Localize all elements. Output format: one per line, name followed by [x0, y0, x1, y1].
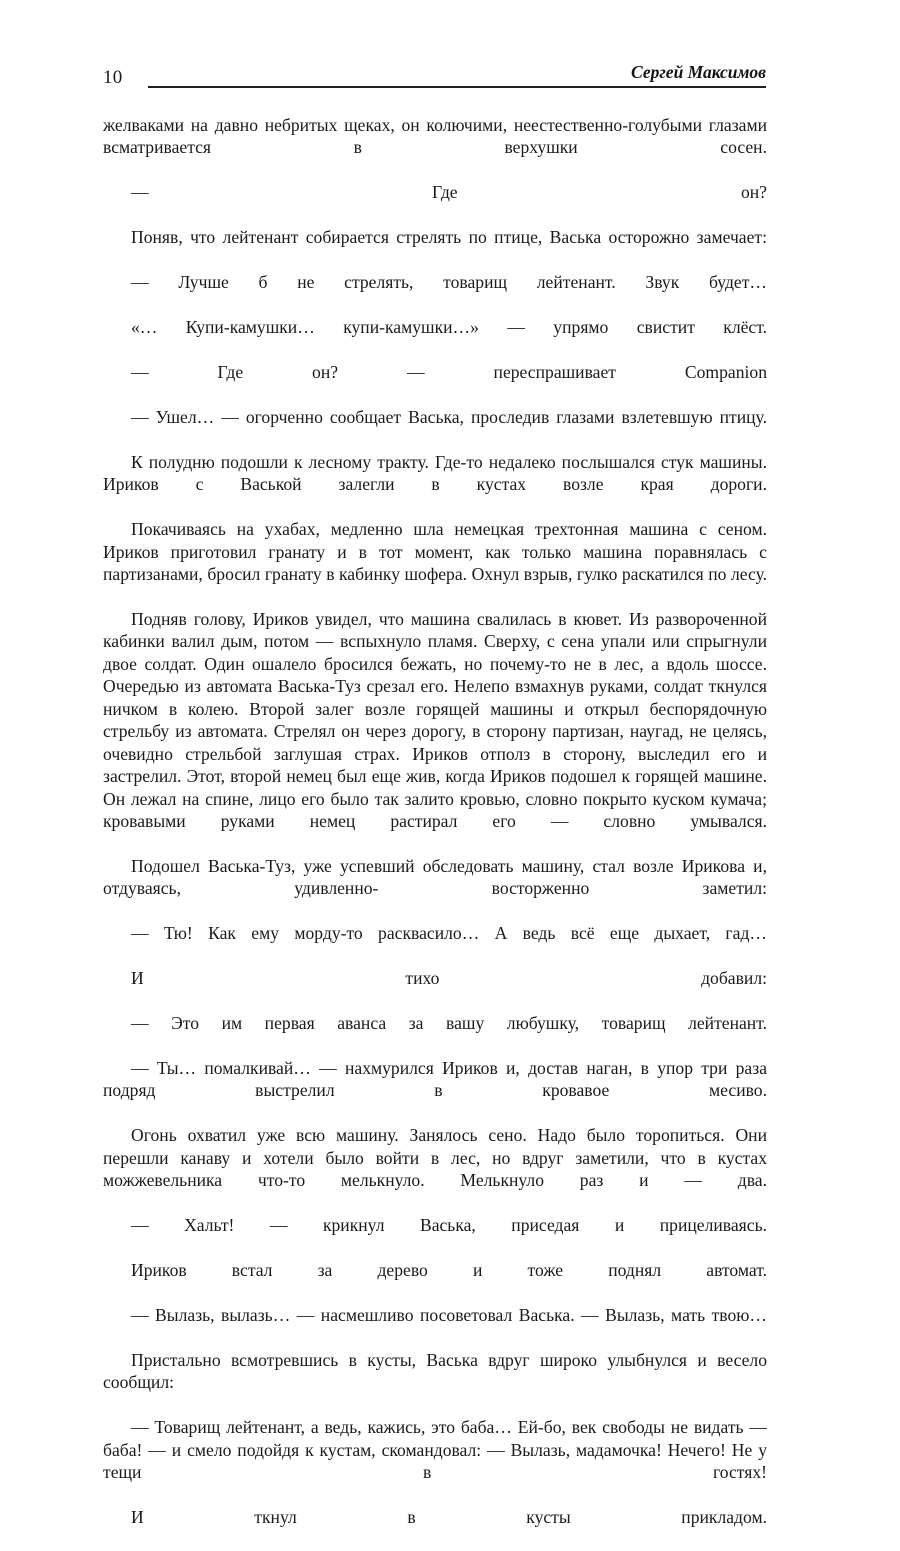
paragraph: — Где он? — [131, 182, 767, 203]
paragraph: — Товарищ лейтенант, а ведь, кажись, это баба… Ей-бо, век свободы не видать — баба! — и смело подойдя к кустам, скомандовал: — Вылазь, мадамочка! Нечего! Не у тещи в гостях! — [103, 1417, 767, 1483]
paragraph: Ириков встал за дерево и тоже поднял автомат. — [131, 1260, 767, 1281]
paragraph: Подняв голову, Ириков увидел, что машина свалилась в кювет. Из развороченной кабинки валил дым, потом — вспыхнуло пламя. Сверху, с сена упали или спрыгнули двое солдат. Один ошалело бросился бежать, но почему-то не в лес, а вдоль шоссе. Очередью из автомата Васька-Туз срезал его. Нелепо взмахнув руками, солдат ткнулся ничком в колею. Второй залег возле горящей машины и открыл беспорядочную стрельбу из автомата. Стрелял он через дорогу, в сторону партизан, наугад, не целясь, очевидно стрельбой заглушая страх. Ириков отполз в сторону, выследил его и застрелил. Этот, второй немец был еще жив, когда Ириков подошел к горящей машине. Он лежал на спине, лицо его было так залито кровью, словно покрыто куском кумача; кровавыми руками немец растирал его — словно умывался. — [103, 608, 767, 832]
paragraph: Поняв, что лейтенант собирается стрелять по птице, Васька осторожно замечает: — [131, 227, 767, 248]
paragraph: Подошел Васька-Туз, уже успевший обследовать машину, стал возле Ирикова и, отдуваясь, удивленно- восторженно заметил: — [103, 855, 767, 899]
paragraph: И тихо добавил: — [131, 968, 767, 989]
paragraph: «… Купи-камушки… купи-камушки…» — упрямо свистит клёст. — [131, 317, 767, 338]
paragraph: — Тю! Как ему морду-то расквасило… А ведь всё еще дыхает, гад… — [131, 923, 767, 944]
paragraph: — Лучше б не стрелять, товарищ лейтенант. Звук будет… — [131, 272, 767, 293]
paragraph: — Вылазь, вылазь… — насмешливо посоветовал Васька. — Вылазь, мать твою… — [131, 1305, 767, 1326]
paragraph: К полудню подошли к лесному тракту. Где-то недалеко послышался стук машины. Ириков с Васькой залегли в кустах возле края дороги. — [103, 451, 767, 495]
paragraph: желваками на давно небритых щеках, он колючими, неестественно-голубыми глазами всматривается в верхушки сосен. — [103, 115, 767, 158]
paragraph: Покачиваясь на ухабах, медленно шла немецкая трехтонная машина с сеном. Ириков приготовил гранату и в тот момент, как только машина поравнялась с партизанами, бросил гранату в кабинку шофера. Охнул взрыв, гулко раскатился по лесу. — [103, 519, 767, 585]
paragraph: — Ушел… — огорченно сообщает Васька, проследив глазами взлетевшую птицу. — [131, 406, 767, 427]
running-head-author: Сергей Максимов — [631, 62, 766, 82]
paragraph: — Ты… помалкивай… — нахмурился Ириков и, достав наган, в упор три раза подряд выстрелил в кровавое месиво. — [103, 1058, 767, 1101]
body-text-column — [103, 114, 767, 1551]
paragraph: Огонь охватил уже всю машину. Занялось сено. Надо было торопиться. Они перешли канаву и хотели было войти в лес, но вдруг заметили, что в кустах можжевельника что-то мелькнуло. Мелькнуло раз и — два. — [103, 1125, 767, 1191]
paragraph: Пристально всмотревшись в кусты, Васька вдруг широко улыбнулся и весело сообщил: — [103, 1349, 767, 1393]
paragraph: И ткнул в кусты прикладом. — [131, 1507, 767, 1528]
page-number: 10 — [103, 67, 123, 88]
header-rule — [148, 86, 766, 88]
paragraph: — Это им первая аванса за вашу любушку, товарищ лейтенант. — [131, 1013, 767, 1034]
paragraph: — Где он? — переспрашивает Companion — [131, 361, 767, 382]
paragraph: — Хальт! — крикнул Васька, приседая и прицеливаясь. — [131, 1215, 767, 1236]
running-head — [103, 62, 766, 92]
